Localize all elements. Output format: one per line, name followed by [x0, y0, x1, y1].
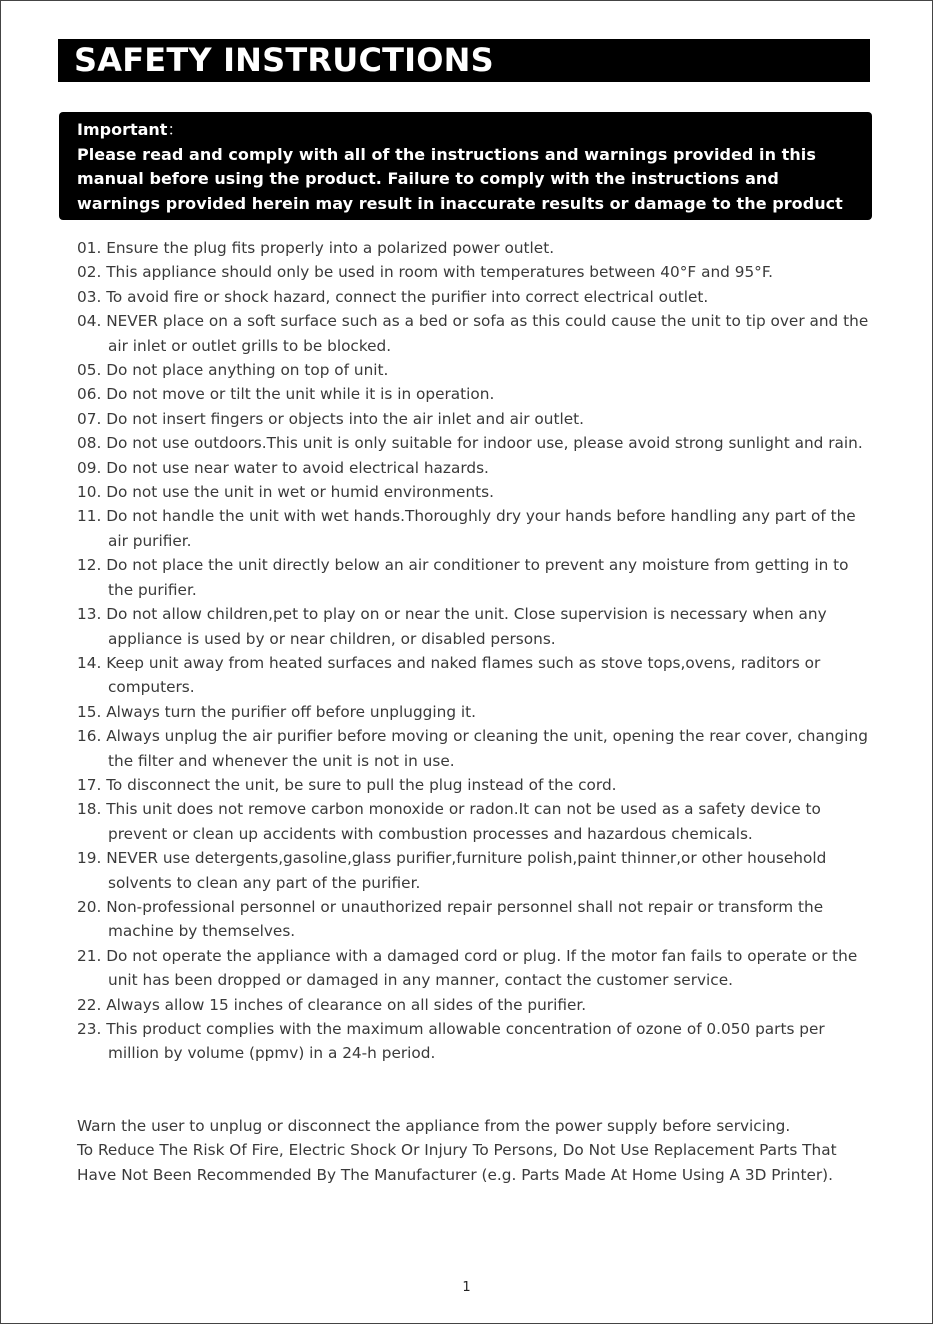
important-notice-box [59, 112, 872, 237]
important-text: Please read and comply with all of the instructions and warnings provided in this manual before using the product. Failure to comply with the instructions and warnings provided herein may result in inaccurate results or damage to the product itself. [77, 144, 843, 237]
instruction-item: 04. NEVER place on a soft surface such as a bed or sofa as this could cause the unit to tip over and the air inlet or outlet grills to be blocked. [77, 312, 869, 355]
instruction-item: 08. Do not use outdoors.This unit is only suitable for indoor use, please avoid strong sunlight and rain. [77, 434, 863, 453]
important-label-text: Important [77, 120, 168, 139]
replacement-parts-warning: To Reduce The Risk Of Fire, Electric Shock Or Injury To Persons, Do Not Use Replacement Parts That Have Not Been Recommended By The Manufacturer (e.g. Parts Made At Home Using A 3D Printer). [77, 1141, 837, 1184]
instruction-item: 05. Do not place anything on top of unit. [77, 361, 389, 380]
instruction-item: 16. Always unplug the air purifier before moving or cleaning the unit, opening the rear cover, changing the filter and whenever the unit is not in use. [77, 727, 868, 770]
instruction-item: 06. Do not move or tilt the unit while it is in operation. [77, 385, 495, 404]
page-number: 1 [462, 1280, 471, 1295]
unplug-warning: Warn the user to unplug or disconnect the appliance from the power supply before servicing. [77, 1117, 791, 1135]
instruction-item: 18. This unit does not remove carbon monoxide or radon.It can not be used as a safety device to prevent or clean up accidents with combustion processes and hazardous chemicals. [77, 800, 821, 843]
instruction-item: 09. Do not use near water to avoid electrical hazards. [77, 458, 489, 477]
instruction-item: 12. Do not place the unit directly below an air conditioner to prevent any moisture from getting in to the purifier. [77, 556, 849, 599]
instruction-item: 15. Always turn the purifier off before unplugging it. [77, 702, 476, 721]
instruction-item: 07. Do not insert fingers or objects into the air inlet and air outlet. [77, 409, 584, 428]
instruction-item: 17. To disconnect the unit, be sure to pull the plug instead of the cord. [77, 775, 617, 794]
instruction-item: 11. Do not handle the unit with wet hands.Thoroughly dry your hands before handling any part of the air purifier. [77, 507, 856, 550]
instruction-item: 23. This product complies with the maximum allowable concentration of ozone of 0.050 parts per million by volume (ppmv) in a 24-h period. [77, 1020, 825, 1063]
instruction-item: 02. This appliance should only be used in room with temperatures between 40°F and 95°F. [77, 263, 774, 282]
service-warning-notes [77, 1114, 877, 1187]
instruction-item: 01. Ensure the plug fits properly into a polarized power outlet. [77, 239, 555, 257]
instruction-item: 22. Always allow 15 inches of clearance on all sides of the purifier. [77, 995, 587, 1014]
instruction-item: 13. Do not allow children,pet to play on or near the unit. Close supervision is necessary when any appliance is used by or near children, or disabled persons. [77, 605, 827, 648]
instruction-item: 19. NEVER use detergents,gasoline,glass purifier,furniture polish,paint thinner,or other household solvents to clean any part of the purifier. [77, 849, 827, 892]
instruction-item: 03. To avoid fire or shock hazard, connect the purifier into correct electrical outlet. [77, 287, 709, 306]
instruction-item: 21. Do not operate the appliance with a damaged cord or plug. If the motor fan fails to operate or the unit has been dropped or damaged in any manner, contact the customer service. [77, 946, 858, 990]
important-label-colon: ： [167, 120, 184, 139]
instruction-item: 10. Do not use the unit in wet or humid environments. [77, 483, 494, 502]
instruction-item: 14. Keep unit away from heated surfaces and naked flames such as stove tops,ovens, raditors or computers. [77, 653, 821, 697]
important-label [77, 118, 862, 143]
instruction-item: 20. Non-professional personnel or unauthorized repair personnel shall not repair or transform the machine by themselves. [77, 897, 824, 941]
safety-instructions-list [77, 236, 877, 1066]
page-title: SAFETY INSTRUCTIONS [58, 39, 870, 82]
